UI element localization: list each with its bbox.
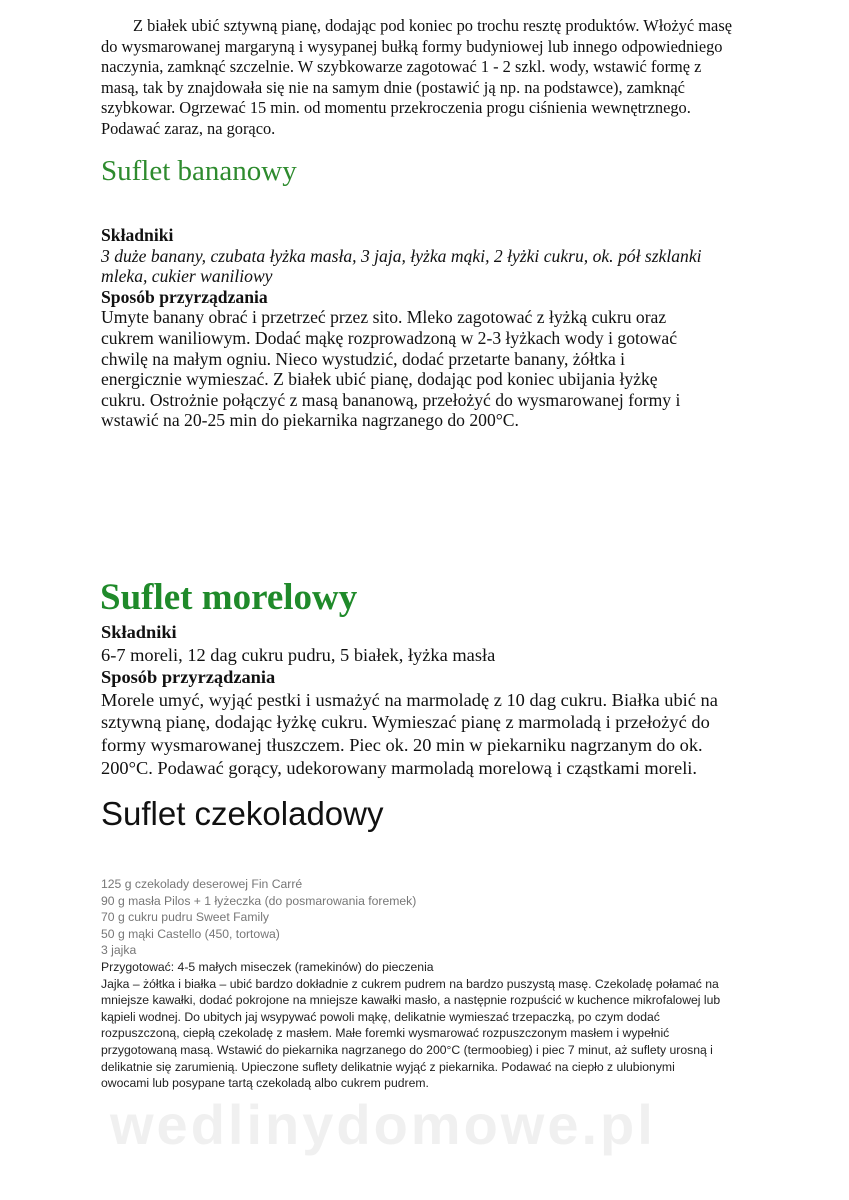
apricot-souffle-title: Suflet morelowy (100, 577, 358, 618)
chocolate-ingredient: 3 jajka (101, 943, 137, 958)
banana-souffle-recipe (101, 225, 746, 431)
banana-souffle-title: Suflet bananowy (101, 155, 297, 187)
chocolate-ingredient: 125 g czekolady deserowej Fin Carré (101, 877, 303, 891)
banana-method: Umyte banany obrać i przetrzeć przez sito. Mleko zagotować z łyżką cukru oraz cukrem waniliowym. Dodać mąkę rozprowadzoną w 2-3 łyżkach wody i gotować chwilę na małym ogniu. Nieco wystudzić, dodać przetarte banany, żółtka i energicznie wymieszać. Z białek ubić pianę, dodając pod koniec ubijania łyżkę cukru. Ostrożnie połączyć z masą bananową, przełożyć do wysmarowanej formy i wstawić na 20-25 min do piekarnika nagrzanego do 200°C. (101, 307, 681, 431)
apricot-method-label: Sposób przyrządzania (101, 667, 276, 688)
apricot-ingredients-label: Składniki (101, 622, 177, 642)
banana-ingredients: 3 duże banany, czubata łyżka masła, 3 jaja, łyżka mąki, 2 łyżki cukru, ok. pół szklanki mleka, cukier waniliowy (101, 245, 702, 287)
chocolate-ingredient: 90 g masła Pilos + 1 łyżeczka (do posmarowania foremek) (101, 893, 417, 908)
chocolate-method: Jajka – żółtka i białka – ubić bardzo dokładnie z cukrem pudrem na bardzo puszystą masę. Czekoladę połamać na mniejsze kawałki, dodać pokrojone na mniejsze kawałki masło, a następnie rozpuścić w kuchence mikrofalowej lub kąpieli wodnej. Do ubitych jaj wsypywać powoli mąkę, delikatnie wymieszać trzepaczką, po czym dodać rozpuszczoną, ciepłą czekoladę z masłem. Małe foremki wysmarować rozpuszczonym masłem i wypełnić przygotowaną masą. Wstawić do piekarnika nagrzanego do 200°C (termoobieg) i piec 7 minut, aż suflety urosną i delikatnie się zarumienią. Upieczone suflety delikatnie wyjąć z piekarnika. Podawać na ciepło z ulubionymi owocami lub posypane tartą czekoladą albo cukrem pudrem. (101, 976, 721, 1091)
banana-ingredients-label: Składniki (101, 225, 174, 245)
chocolate-prepare-note: Przygotować: 4-5 małych miseczek (ramekinów) do pieczenia (101, 959, 434, 974)
apricot-souffle-recipe (101, 621, 751, 779)
chocolate-souffle-title: Suflet czekoladowy (101, 795, 384, 832)
intro-paragraph (101, 16, 736, 140)
apricot-method: Morele umyć, wyjąć pestki i usmażyć na marmoladę z 10 dag cukru. Białka ubić na sztywną pianę, dodając łyżkę cukru. Wymieszać pianę z marmoladą i przełożyć do formy wysmarowanej tłuszczem. Piec ok. 20 min w piekarniku nagrzanym do ok. 200°C. Podawać gorący, udekorowany marmoladą morelową i cząstkami moreli. (101, 689, 718, 778)
chocolate-ingredient: 70 g cukru pudru Sweet Family (101, 910, 269, 925)
intro-text: Z białek ubić sztywną pianę, dodając pod koniec po trochu resztę produktów. Włożyć masę do wysmarowanej margaryną i wysypanej bułką formy budyniowej lub innego odpowiedniego naczynia, zamknąć szczelnie. W szybkowarze zagotować 1 - 2 szkl. wody, wstawić formę z masą, tak by znajdowała się nie na samym dnie (postawić ją np. na podstawce), zamknąć szybkowar. Ogrzewać 15 min. od momentu przekroczenia progu ciśnienia wewnętrznego. Podawać zaraz, na gorąco. (101, 16, 732, 138)
banana-method-label: Sposób przyrządzania (101, 286, 268, 307)
site-watermark: wedlinydomowe.pl (110, 1093, 656, 1156)
apricot-ingredients: 6-7 moreli, 12 dag cukru pudru, 5 białek, łyżka masła (101, 644, 496, 665)
chocolate-ingredient: 50 g mąki Castello (450, tortowa) (101, 926, 280, 941)
chocolate-souffle-recipe (101, 876, 741, 1092)
